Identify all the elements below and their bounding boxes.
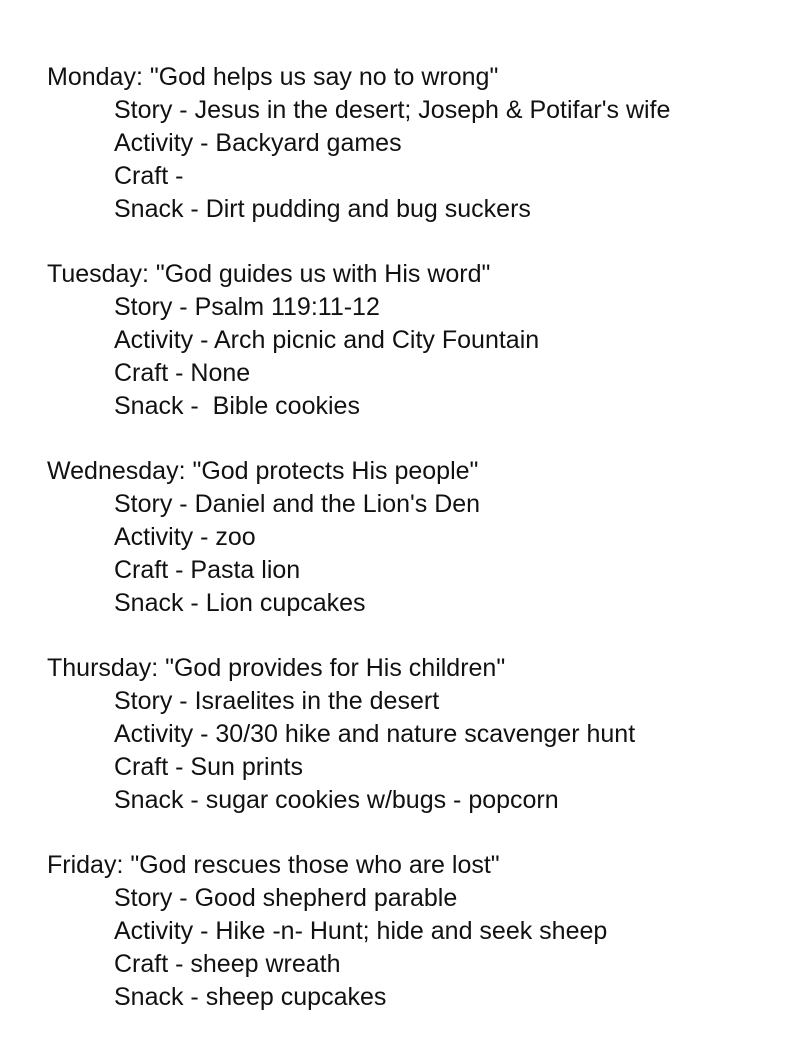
activity-item: Activity - Hike -n- Hunt; hide and seek sheep xyxy=(114,917,608,945)
story-item: Story - Jesus in the desert; Joseph & Potifar's wife xyxy=(114,96,671,124)
day-block-tuesday xyxy=(47,258,787,423)
craft-item: Craft - Sun prints xyxy=(114,753,303,781)
activity-item: Activity - 30/30 hike and nature scavenger hunt xyxy=(114,720,636,748)
day-block-wednesday xyxy=(47,455,787,620)
story-item: Story - Daniel and the Lion's Den xyxy=(114,490,481,518)
craft-item: Craft - sheep wreath xyxy=(114,950,341,978)
snack-item: Snack - Bible cookies xyxy=(114,392,360,420)
day-heading: Friday: "God rescues those who are lost" xyxy=(47,851,500,879)
activity-item: Activity - Arch picnic and City Fountain xyxy=(114,326,540,354)
story-item: Story - Psalm 119:11-12 xyxy=(114,293,380,321)
craft-item: Craft - Pasta lion xyxy=(114,556,301,584)
day-heading: Wednesday: "God protects His people" xyxy=(47,457,479,485)
day-heading: Thursday: "God provides for His children" xyxy=(47,654,506,682)
day-block-monday xyxy=(47,61,787,226)
story-item: Story - Israelites in the desert xyxy=(114,687,440,715)
day-heading: Monday: "God helps us say no to wrong" xyxy=(47,63,499,91)
day-block-thursday xyxy=(47,652,787,817)
craft-item: Craft - xyxy=(114,162,184,190)
schedule-document xyxy=(47,61,787,1046)
snack-item: Snack - Dirt pudding and bug suckers xyxy=(114,195,531,223)
craft-item: Craft - None xyxy=(114,359,251,387)
snack-item: Snack - Lion cupcakes xyxy=(114,589,366,617)
snack-item: Snack - sugar cookies w/bugs - popcorn xyxy=(114,786,559,814)
day-heading: Tuesday: "God guides us with His word" xyxy=(47,260,491,288)
activity-item: Activity - zoo xyxy=(114,523,256,551)
day-block-friday xyxy=(47,849,787,1014)
story-item: Story - Good shepherd parable xyxy=(114,884,458,912)
snack-item: Snack - sheep cupcakes xyxy=(114,983,387,1011)
activity-item: Activity - Backyard games xyxy=(114,129,402,157)
